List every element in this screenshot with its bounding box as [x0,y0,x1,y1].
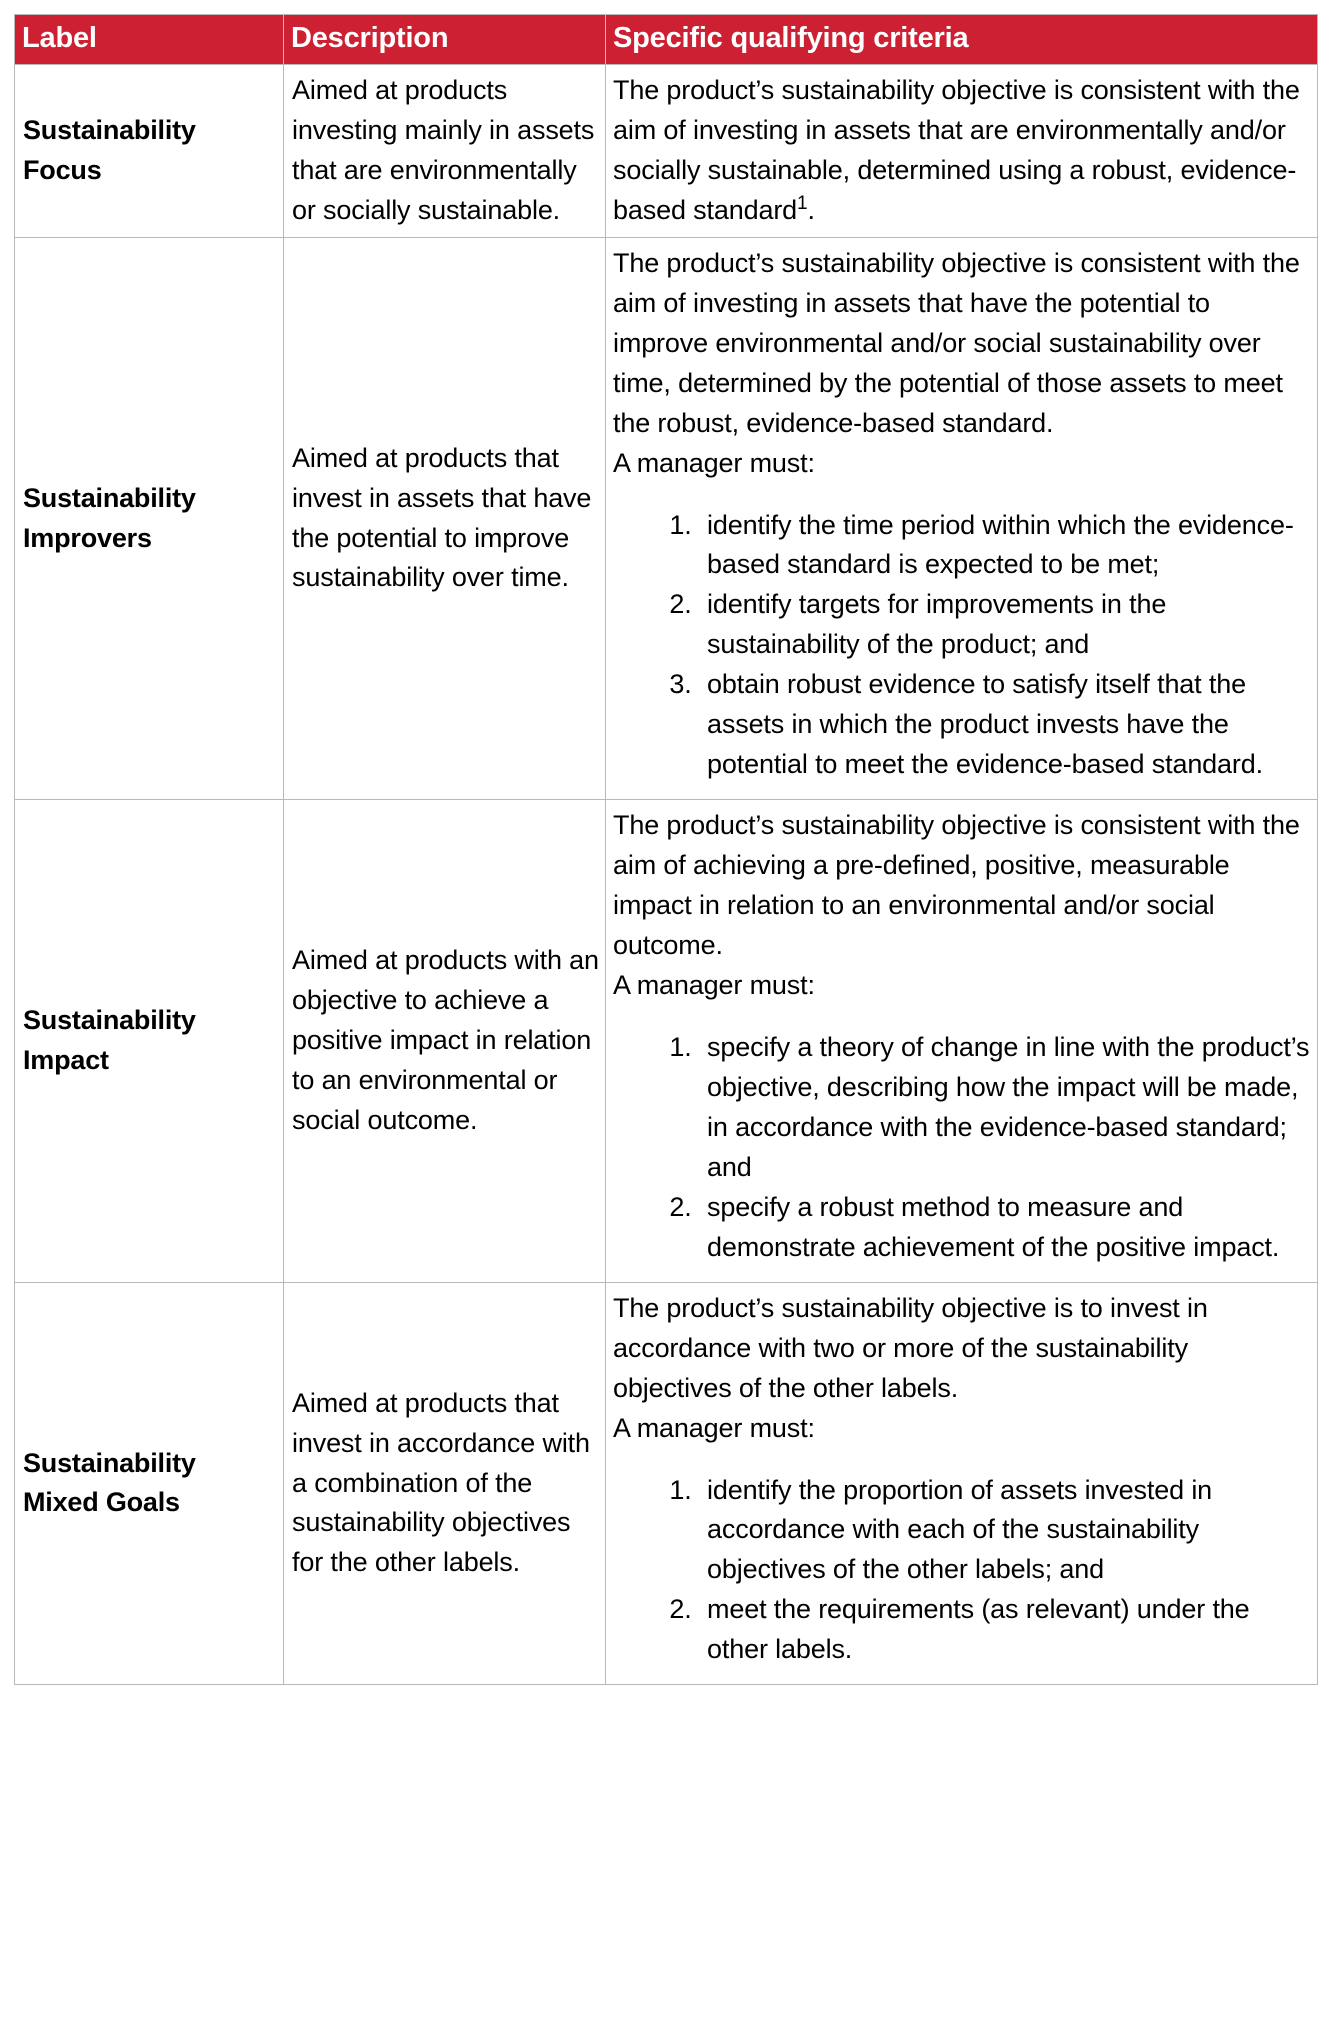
column-header-label: Label [15,15,284,65]
criteria-list-item: 3. obtain robust evidence to satisfy itself that the assets in which the product invests have the potential to meet the evidence-based standard. [699,665,1311,785]
criteria-intro-paragraph: The product’s sustainability objective is consistent with the aim of achieving a pre-defined, positive, measurable impact in relation to an environmental and/or social outcome. [613,810,1300,961]
row-description-cell: Aimed at products that invest in assets that have the potential to improve sustainability over time. [284,237,606,799]
row-description-cell: Aimed at products that invest in accordance with a combination of the sustainability objectives for the other labels. [284,1282,606,1685]
row-label-cell [15,65,284,238]
criteria-intro-text: The product’s sustainability objective is consistent with the aim of investing in assets that are environmentally and/or socially sustainable, determined using a robust, evidence-based standard [613,75,1300,225]
row-criteria-cell [606,237,1318,799]
row-label-cell [15,237,284,799]
criteria-list [613,1471,1311,1671]
criteria-intro-paragraph: The product’s sustainability objective is consistent with the aim of investing in assets that have the potential to improve environmental and/or social sustainability over time, determined by the potential of those assets to meet the robust, evidence-based standard. [613,247,1300,438]
criteria-list-item: 1. specify a theory of change in line with the product’s objective, describing how the impact will be made, in accordance with the evidence-based standard; and [699,1028,1311,1188]
criteria-intro-tail: . [807,194,815,225]
criteria-list-item: 1. identify the proportion of assets invested in accordance with each of the sustainability objectives of the other labels; and [699,1471,1311,1591]
row-description-cell: Aimed at products with an objective to achieve a positive impact in relation to an environmental or social outcome. [284,800,606,1282]
row-label-line-1: Sustainability [23,482,196,513]
criteria-manager-line: A manager must: [613,970,815,1001]
row-criteria-cell [606,65,1318,238]
row-label-line-1: Sustainability [23,1004,196,1035]
row-label-cell [15,800,284,1282]
row-label-line-1: Sustainability [23,1447,196,1478]
criteria-list-item: 1. identify the time period within which the evidence-based standard is expected to be met; [699,506,1311,586]
criteria-intro-paragraph [613,71,1311,231]
column-header-description: Description [284,15,606,65]
row-criteria-cell [606,800,1318,1282]
row-criteria-cell [606,1282,1318,1685]
column-header-criteria: Specific qualifying criteria [606,15,1318,65]
criteria-intro-paragraph: The product’s sustainability objective is to invest in accordance with two or more of the sustainability objectives of the other labels. [613,1292,1208,1403]
sustainability-labels-table [14,14,1318,1685]
table-row [15,1282,1318,1685]
row-label-line-2: Mixed Goals [23,1487,180,1518]
row-label-line-2: Improvers [23,522,152,553]
row-label-line-2: Impact [23,1044,109,1075]
criteria-list-item: 2. meet the requirements (as relevant) under the other labels. [699,1590,1311,1670]
criteria-list [613,1028,1311,1268]
table-header [15,15,1318,65]
footnote-marker: 1 [797,192,808,214]
table-row [15,237,1318,799]
criteria-list-item: 2. identify targets for improvements in the sustainability of the product; and [699,585,1311,665]
table-header-row [15,15,1318,65]
table-body [15,65,1318,1685]
row-label-line-2: Focus [23,154,102,185]
criteria-manager-line: A manager must: [613,447,815,478]
row-label-cell [15,1282,284,1685]
row-description-cell: Aimed at products investing mainly in assets that are environmentally or socially sustainable. [284,65,606,238]
criteria-manager-line: A manager must: [613,1412,815,1443]
criteria-list [613,506,1311,786]
row-label-line-1: Sustainability [23,114,196,145]
table-row [15,65,1318,238]
criteria-list-item: 2. specify a robust method to measure and demonstrate achievement of the positive impact. [699,1188,1311,1268]
table-row [15,800,1318,1282]
